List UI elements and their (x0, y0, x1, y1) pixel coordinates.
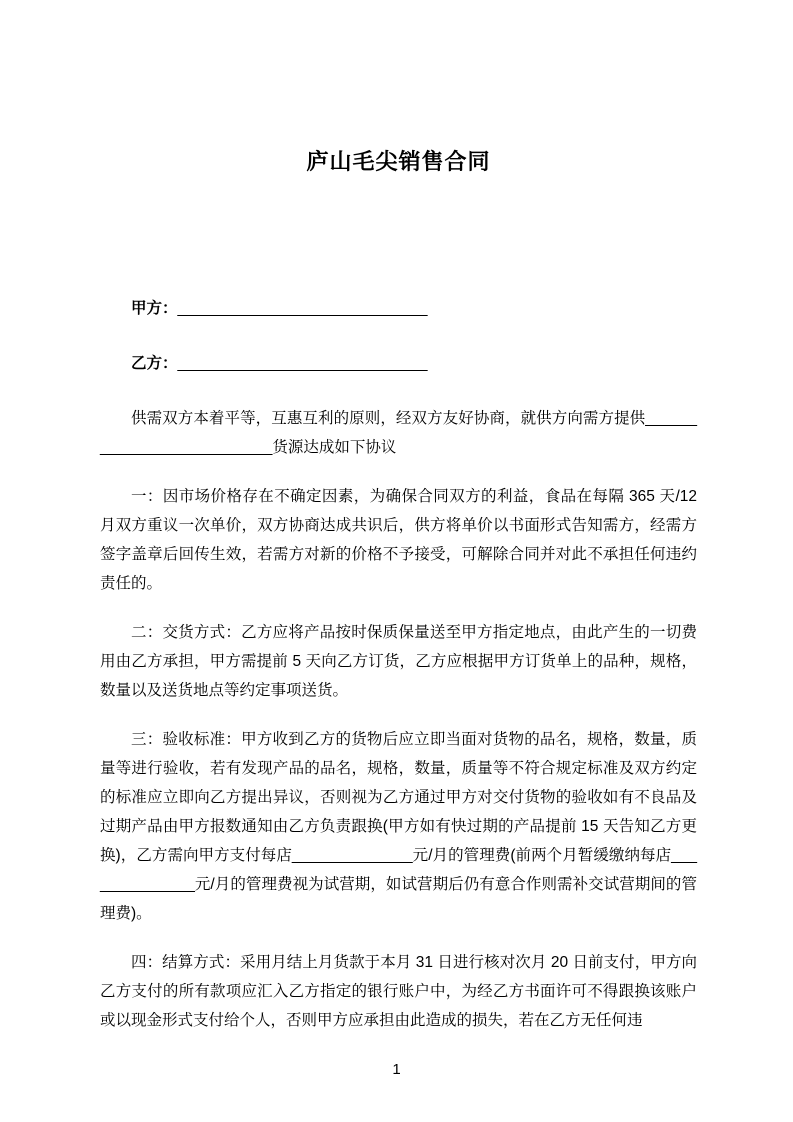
party-a-blank: _____________________________ (177, 300, 428, 317)
party-b-label: 乙方： (131, 355, 178, 372)
clause-1-paragraph: 一：因市场价格存在不确定因素，为确保合同双方的利益，食品在每隔 365 天/12 月双方重议一次单价，双方协商达成共识后，供方将单价以书面形式告知需方，经需方签字盖章后回传生效，若需方对新的价格不予接受，可解除合同并对此不承担任何违约责任的。 (100, 488, 697, 592)
party-a-label: 甲方： (131, 300, 178, 317)
clause-3-paragraph: 三：验收标准：甲方收到乙方的货物后应立即当面对货物的品名，规格，数量，质量等进行验收，若有发现产品的品名，规格，数量，质量等不符合规定标准及双方约定的标准应立即向乙方提出异议，否则视为乙方通过甲方对交付货物的验收如有不良品及过期产品由甲方报数通知由乙方负责跟换(甲方如有快过期的产品提前 15 天告知乙方更换)，乙方需向甲方支付每店______________元/月的管理费(前两个月暂缓缴纳每店______________元/月的管理费视为试营期，如试营期后仍有意合作则需补交试营期间的管理费)。 (100, 731, 697, 922)
document-title: 庐山毛尖销售合同 (306, 149, 491, 174)
clause-4-paragraph: 四：结算方式：采用月结上月货款于本月 31 日进行核对次月 20 日前支付，甲方向乙方支付的所有款项应汇入乙方指定的银行账户中，为经乙方书面许可不得跟换该账户或以现金形式支付给个人，否则甲方应承担由此造成的损失，若在乙方无任何违 (100, 954, 697, 1029)
party-b-line (100, 349, 697, 378)
page-number: 1 (392, 1061, 401, 1078)
party-b-blank: _____________________________ (177, 355, 428, 372)
clause-2-paragraph: 二：交货方式：乙方应将产品按时保质保量送至甲方指定地点，由此产生的一切费用由乙方承担，甲方需提前 5 天向乙方订货，乙方应根据甲方订货单上的品种，规格，数量以及送货地点等约定事项送货。 (100, 624, 697, 699)
party-a-line (100, 294, 697, 323)
intro-paragraph: 供需双方本着平等，互惠互利的原则，经双方友好协商，就供方向需方提供__________________________货源达成如下协议 (100, 410, 697, 456)
